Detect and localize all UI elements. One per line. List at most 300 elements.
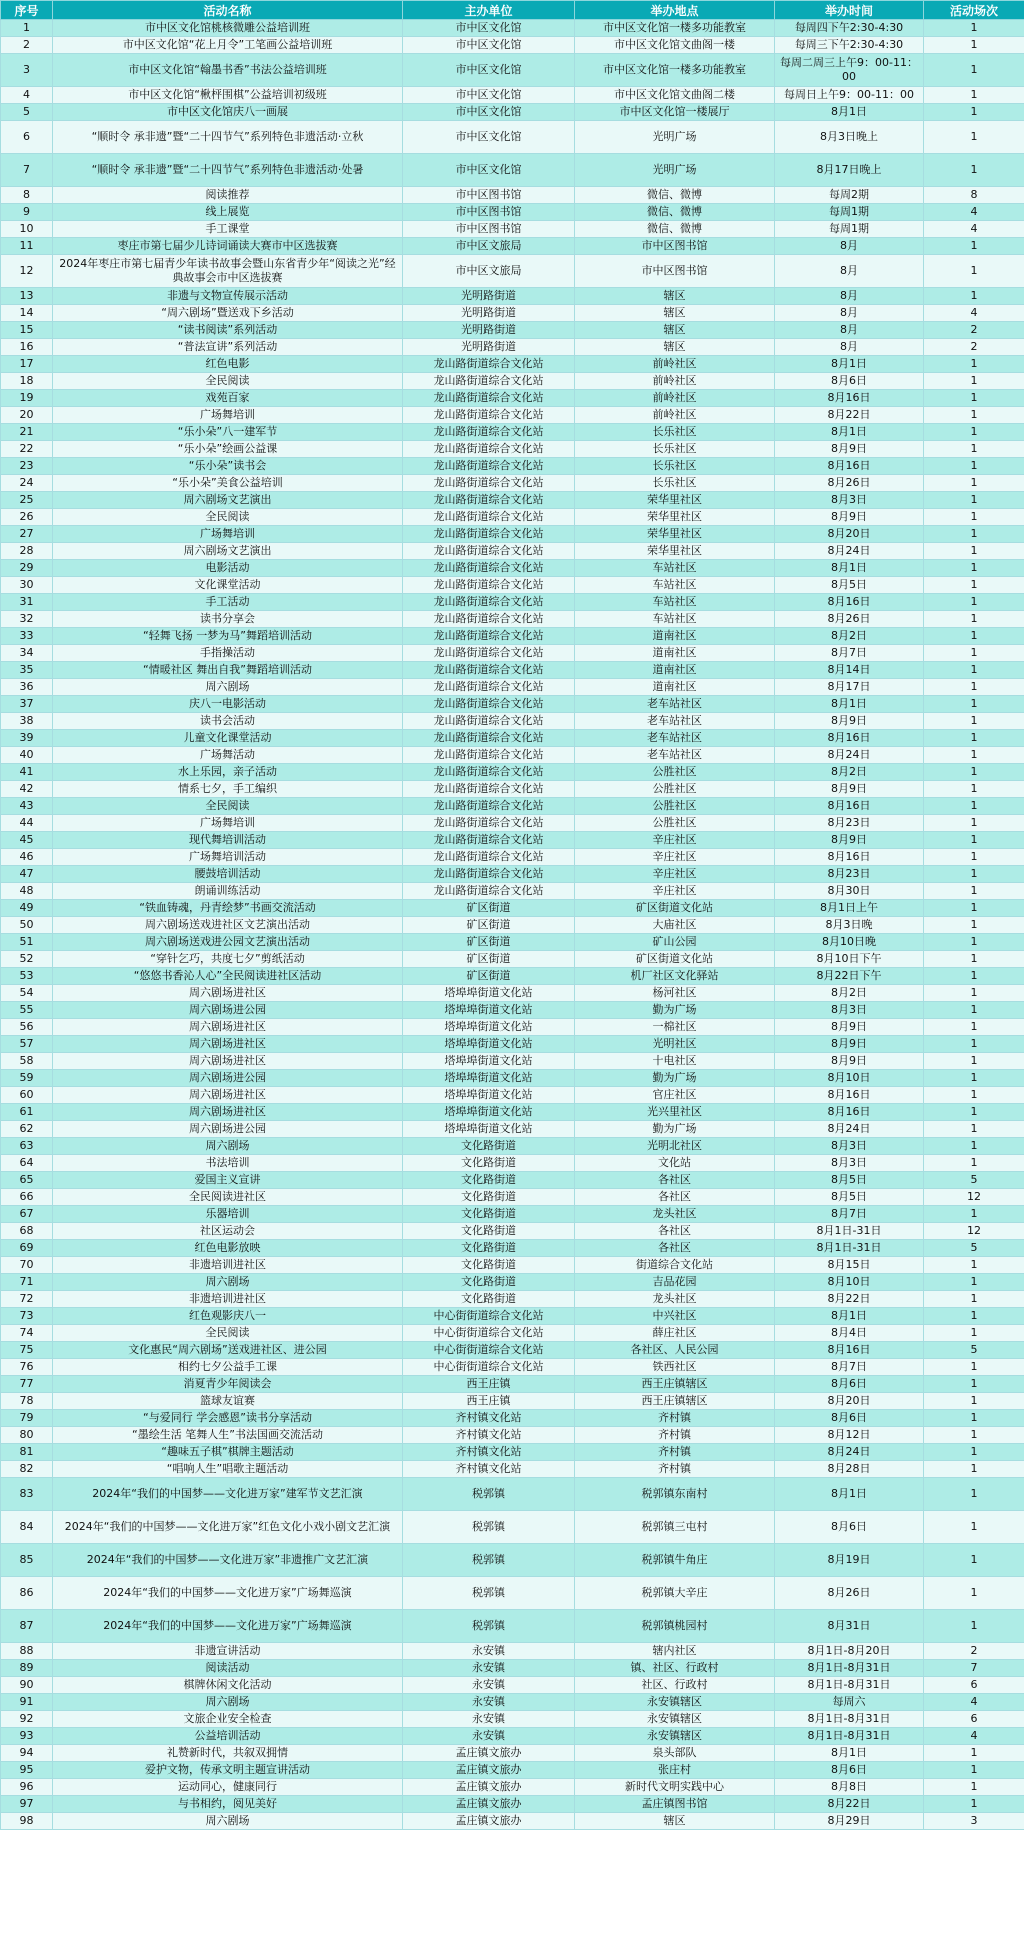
cell-index: 17 bbox=[1, 356, 53, 373]
cell-activity-name: 周六剧场 bbox=[53, 1274, 403, 1291]
cell-organizer: 龙山路街道综合文化站 bbox=[403, 560, 575, 577]
cell-organizer: 孟庄镇文旅办 bbox=[403, 1813, 575, 1830]
table-row bbox=[1, 441, 1024, 458]
header-time: 举办时间 bbox=[775, 1, 924, 20]
cell-sessions: 1 bbox=[924, 764, 1024, 781]
cell-activity-name: 情系七夕，手工编织 bbox=[53, 781, 403, 798]
cell-venue: 十电社区 bbox=[575, 1053, 775, 1070]
table-row bbox=[1, 1643, 1024, 1660]
cell-index: 56 bbox=[1, 1019, 53, 1036]
cell-index: 78 bbox=[1, 1393, 53, 1410]
cell-time: 8月3日 bbox=[775, 1002, 924, 1019]
cell-organizer: 龙山路街道综合文化站 bbox=[403, 373, 575, 390]
cell-venue: 永安镇辖区 bbox=[575, 1728, 775, 1745]
cell-sessions: 1 bbox=[924, 1796, 1024, 1813]
cell-sessions: 1 bbox=[924, 1036, 1024, 1053]
cell-activity-name: 广场舞培训 bbox=[53, 815, 403, 832]
cell-venue: 矿区街道文化站 bbox=[575, 900, 775, 917]
cell-venue: 文化站 bbox=[575, 1155, 775, 1172]
cell-activity-name: 周六剧场文艺演出 bbox=[53, 492, 403, 509]
cell-index: 58 bbox=[1, 1053, 53, 1070]
cell-time: 8月1日 bbox=[775, 1745, 924, 1762]
cell-venue: 车站社区 bbox=[575, 594, 775, 611]
cell-organizer: 文化路街道 bbox=[403, 1240, 575, 1257]
cell-index: 14 bbox=[1, 305, 53, 322]
cell-venue: 长乐社区 bbox=[575, 475, 775, 492]
cell-index: 86 bbox=[1, 1577, 53, 1610]
cell-organizer: 市中区文化馆 bbox=[403, 20, 575, 37]
cell-venue: 光明社区 bbox=[575, 1036, 775, 1053]
table-row bbox=[1, 1610, 1024, 1643]
cell-index: 77 bbox=[1, 1376, 53, 1393]
cell-sessions: 1 bbox=[924, 1138, 1024, 1155]
cell-venue: 光兴里社区 bbox=[575, 1104, 775, 1121]
cell-sessions: 6 bbox=[924, 1677, 1024, 1694]
table-row bbox=[1, 1779, 1024, 1796]
table-row bbox=[1, 1189, 1024, 1206]
table-row bbox=[1, 1478, 1024, 1511]
cell-sessions: 1 bbox=[924, 407, 1024, 424]
cell-venue: 微信、微博 bbox=[575, 187, 775, 204]
cell-index: 71 bbox=[1, 1274, 53, 1291]
cell-sessions: 1 bbox=[924, 1461, 1024, 1478]
cell-organizer: 孟庄镇文旅办 bbox=[403, 1779, 575, 1796]
table-row bbox=[1, 204, 1024, 221]
cell-time: 8月3日 bbox=[775, 1155, 924, 1172]
cell-activity-name: 朗诵训练活动 bbox=[53, 883, 403, 900]
cell-activity-name: 2024年“我们的中国梦——文化进万家”广场舞巡演 bbox=[53, 1610, 403, 1643]
cell-organizer: 龙山路街道综合文化站 bbox=[403, 577, 575, 594]
cell-index: 72 bbox=[1, 1291, 53, 1308]
cell-activity-name: 市中区文化馆庆八一画展 bbox=[53, 104, 403, 121]
cell-sessions: 1 bbox=[924, 713, 1024, 730]
cell-organizer: 龙山路街道综合文化站 bbox=[403, 543, 575, 560]
cell-venue: 街道综合文化站 bbox=[575, 1257, 775, 1274]
cell-time: 8月1日-8月20日 bbox=[775, 1643, 924, 1660]
cell-sessions: 1 bbox=[924, 1444, 1024, 1461]
table-row bbox=[1, 849, 1024, 866]
cell-organizer: 塔埠埠街道文化站 bbox=[403, 1053, 575, 1070]
cell-sessions: 3 bbox=[924, 1813, 1024, 1830]
cell-activity-name: 书法培训 bbox=[53, 1155, 403, 1172]
table-row bbox=[1, 390, 1024, 407]
cell-time: 8月1日-8月31日 bbox=[775, 1660, 924, 1677]
cell-venue: 税郭镇桃园村 bbox=[575, 1610, 775, 1643]
cell-venue: 市中区图书馆 bbox=[575, 238, 775, 255]
cell-sessions: 1 bbox=[924, 20, 1024, 37]
cell-time: 每周四下午2:30-4:30 bbox=[775, 20, 924, 37]
cell-time: 8月1日 bbox=[775, 356, 924, 373]
cell-sessions: 1 bbox=[924, 611, 1024, 628]
cell-index: 22 bbox=[1, 441, 53, 458]
cell-venue: 市中区图书馆 bbox=[575, 255, 775, 288]
cell-organizer: 文化路街道 bbox=[403, 1189, 575, 1206]
header-venue: 举办地点 bbox=[575, 1, 775, 20]
cell-index: 93 bbox=[1, 1728, 53, 1745]
cell-time: 8月24日 bbox=[775, 543, 924, 560]
cell-venue: 齐村镇 bbox=[575, 1410, 775, 1427]
cell-sessions: 1 bbox=[924, 1155, 1024, 1172]
table-row bbox=[1, 288, 1024, 305]
cell-sessions: 1 bbox=[924, 594, 1024, 611]
table-row bbox=[1, 87, 1024, 104]
cell-index: 80 bbox=[1, 1427, 53, 1444]
cell-time: 每周2期 bbox=[775, 187, 924, 204]
cell-sessions: 1 bbox=[924, 985, 1024, 1002]
cell-venue: 前岭社区 bbox=[575, 390, 775, 407]
cell-sessions: 1 bbox=[924, 1745, 1024, 1762]
cell-activity-name: 周六剧场送戏进社区文艺演出活动 bbox=[53, 917, 403, 934]
cell-activity-name: “唱响人生”唱歌主题活动 bbox=[53, 1461, 403, 1478]
cell-sessions: 1 bbox=[924, 645, 1024, 662]
table-row bbox=[1, 322, 1024, 339]
table-row bbox=[1, 662, 1024, 679]
cell-activity-name: “悠悠书香沁人心”全民阅读进社区活动 bbox=[53, 968, 403, 985]
table-row bbox=[1, 187, 1024, 204]
cell-organizer: 龙山路街道综合文化站 bbox=[403, 883, 575, 900]
cell-venue: 税郭镇三屯村 bbox=[575, 1511, 775, 1544]
cell-organizer: 孟庄镇文旅办 bbox=[403, 1762, 575, 1779]
cell-venue: 各社区 bbox=[575, 1172, 775, 1189]
table-row bbox=[1, 1393, 1024, 1410]
cell-activity-name: 枣庄市第七届少儿诗词诵读大赛市中区选拔赛 bbox=[53, 238, 403, 255]
table-row bbox=[1, 509, 1024, 526]
cell-sessions: 1 bbox=[924, 1478, 1024, 1511]
cell-activity-name: “顺时令 承非遗”暨“二十四节气”系列特色非遗活动·处暑 bbox=[53, 154, 403, 187]
cell-time: 8月9日 bbox=[775, 509, 924, 526]
table-row bbox=[1, 1544, 1024, 1577]
cell-activity-name: 2024年“我们的中国梦——文化进万家”红色文化小戏小剧文艺汇演 bbox=[53, 1511, 403, 1544]
cell-index: 11 bbox=[1, 238, 53, 255]
cell-time: 每周六 bbox=[775, 1694, 924, 1711]
cell-sessions: 1 bbox=[924, 87, 1024, 104]
cell-sessions: 1 bbox=[924, 1427, 1024, 1444]
cell-venue: 辖区 bbox=[575, 339, 775, 356]
cell-organizer: 永安镇 bbox=[403, 1660, 575, 1677]
cell-time: 8月9日 bbox=[775, 713, 924, 730]
cell-sessions: 2 bbox=[924, 1643, 1024, 1660]
cell-sessions: 1 bbox=[924, 255, 1024, 288]
cell-venue: 龙头社区 bbox=[575, 1206, 775, 1223]
table-row bbox=[1, 492, 1024, 509]
table-row bbox=[1, 1711, 1024, 1728]
cell-venue: 道南社区 bbox=[575, 679, 775, 696]
table-row bbox=[1, 1427, 1024, 1444]
table-row bbox=[1, 1444, 1024, 1461]
cell-organizer: 龙山路街道综合文化站 bbox=[403, 764, 575, 781]
cell-time: 8月 bbox=[775, 339, 924, 356]
cell-time: 8月1日-8月31日 bbox=[775, 1677, 924, 1694]
cell-index: 95 bbox=[1, 1762, 53, 1779]
cell-venue: 吉品花园 bbox=[575, 1274, 775, 1291]
table-row bbox=[1, 968, 1024, 985]
cell-activity-name: 全民阅读 bbox=[53, 798, 403, 815]
cell-index: 75 bbox=[1, 1342, 53, 1359]
cell-activity-name: 全民阅读 bbox=[53, 1325, 403, 1342]
table-row bbox=[1, 339, 1024, 356]
cell-index: 35 bbox=[1, 662, 53, 679]
cell-index: 47 bbox=[1, 866, 53, 883]
cell-venue: 大庙社区 bbox=[575, 917, 775, 934]
table-row bbox=[1, 407, 1024, 424]
cell-organizer: 矿区街道 bbox=[403, 951, 575, 968]
cell-activity-name: 市中区文化馆桃核微雕公益培训班 bbox=[53, 20, 403, 37]
cell-activity-name: 手指操活动 bbox=[53, 645, 403, 662]
cell-organizer: 龙山路街道综合文化站 bbox=[403, 424, 575, 441]
cell-venue: 辖区 bbox=[575, 322, 775, 339]
table-row bbox=[1, 1155, 1024, 1172]
cell-index: 31 bbox=[1, 594, 53, 611]
table-row bbox=[1, 1070, 1024, 1087]
cell-time: 8月7日 bbox=[775, 1206, 924, 1223]
cell-organizer: 文化路街道 bbox=[403, 1206, 575, 1223]
cell-time: 8月23日 bbox=[775, 866, 924, 883]
cell-sessions: 1 bbox=[924, 628, 1024, 645]
table-row bbox=[1, 1745, 1024, 1762]
cell-sessions: 2 bbox=[924, 322, 1024, 339]
cell-activity-name: “穿针乞巧，共度七夕”剪纸活动 bbox=[53, 951, 403, 968]
cell-organizer: 龙山路街道综合文化站 bbox=[403, 594, 575, 611]
cell-time: 8月10日下午 bbox=[775, 951, 924, 968]
cell-index: 66 bbox=[1, 1189, 53, 1206]
table-row bbox=[1, 373, 1024, 390]
cell-organizer: 龙山路街道综合文化站 bbox=[403, 713, 575, 730]
cell-organizer: 齐村镇文化站 bbox=[403, 1444, 575, 1461]
table-row bbox=[1, 628, 1024, 645]
cell-sessions: 1 bbox=[924, 373, 1024, 390]
cell-time: 8月22日 bbox=[775, 1291, 924, 1308]
cell-activity-name: 礼赞新时代，共叙双拥情 bbox=[53, 1745, 403, 1762]
cell-venue: 张庄村 bbox=[575, 1762, 775, 1779]
cell-activity-name: 爱国主义宣讲 bbox=[53, 1172, 403, 1189]
table-row bbox=[1, 305, 1024, 322]
cell-time: 8月1日-8月31日 bbox=[775, 1728, 924, 1745]
table-row bbox=[1, 475, 1024, 492]
cell-venue: 矿区街道文化站 bbox=[575, 951, 775, 968]
cell-organizer: 龙山路街道综合文化站 bbox=[403, 356, 575, 373]
cell-time: 8月10日 bbox=[775, 1274, 924, 1291]
table-row bbox=[1, 238, 1024, 255]
cell-venue: 各社区 bbox=[575, 1189, 775, 1206]
table-row bbox=[1, 815, 1024, 832]
cell-sessions: 1 bbox=[924, 696, 1024, 713]
table-row bbox=[1, 104, 1024, 121]
table-row bbox=[1, 1240, 1024, 1257]
table-row bbox=[1, 679, 1024, 696]
cell-activity-name: 2024年“我们的中国梦——文化进万家”建军节文艺汇演 bbox=[53, 1478, 403, 1511]
cell-time: 8月6日 bbox=[775, 1762, 924, 1779]
cell-index: 85 bbox=[1, 1544, 53, 1577]
table-row bbox=[1, 37, 1024, 54]
cell-sessions: 4 bbox=[924, 221, 1024, 238]
cell-venue: 市中区文化馆一楼多功能教室 bbox=[575, 54, 775, 87]
cell-activity-name: 篮球友谊赛 bbox=[53, 1393, 403, 1410]
cell-activity-name: 周六剧场进公园 bbox=[53, 1121, 403, 1138]
cell-activity-name: 非遗培训进社区 bbox=[53, 1257, 403, 1274]
cell-organizer: 龙山路街道综合文化站 bbox=[403, 611, 575, 628]
cell-activity-name: 手工课堂 bbox=[53, 221, 403, 238]
cell-organizer: 塔埠埠街道文化站 bbox=[403, 985, 575, 1002]
cell-organizer: 龙山路街道综合文化站 bbox=[403, 458, 575, 475]
cell-index: 12 bbox=[1, 255, 53, 288]
cell-sessions: 1 bbox=[924, 238, 1024, 255]
cell-activity-name: 周六剧场 bbox=[53, 1813, 403, 1830]
cell-venue: 税郭镇东南村 bbox=[575, 1478, 775, 1511]
cell-sessions: 1 bbox=[924, 104, 1024, 121]
cell-organizer: 矿区街道 bbox=[403, 934, 575, 951]
cell-index: 45 bbox=[1, 832, 53, 849]
table-row bbox=[1, 1121, 1024, 1138]
cell-activity-name: 广场舞培训 bbox=[53, 407, 403, 424]
cell-index: 73 bbox=[1, 1308, 53, 1325]
cell-organizer: 市中区文旅局 bbox=[403, 238, 575, 255]
cell-sessions: 1 bbox=[924, 1053, 1024, 1070]
cell-venue: 杨河社区 bbox=[575, 985, 775, 1002]
cell-time: 8月16日 bbox=[775, 798, 924, 815]
table-row bbox=[1, 866, 1024, 883]
table-row bbox=[1, 934, 1024, 951]
cell-sessions: 1 bbox=[924, 441, 1024, 458]
cell-venue: 道南社区 bbox=[575, 628, 775, 645]
cell-time: 8月10日晚 bbox=[775, 934, 924, 951]
cell-activity-name: 文化惠民“周六剧场”送戏进社区、进公园 bbox=[53, 1342, 403, 1359]
cell-venue: 机厂社区文化驿站 bbox=[575, 968, 775, 985]
cell-sessions: 1 bbox=[924, 509, 1024, 526]
cell-index: 20 bbox=[1, 407, 53, 424]
cell-organizer: 矿区街道 bbox=[403, 917, 575, 934]
cell-activity-name: 消夏青少年阅读会 bbox=[53, 1376, 403, 1393]
cell-time: 8月29日 bbox=[775, 1813, 924, 1830]
cell-index: 55 bbox=[1, 1002, 53, 1019]
cell-index: 96 bbox=[1, 1779, 53, 1796]
cell-sessions: 1 bbox=[924, 1325, 1024, 1342]
cell-sessions: 1 bbox=[924, 356, 1024, 373]
cell-sessions: 1 bbox=[924, 730, 1024, 747]
header-sessions: 活动场次 bbox=[924, 1, 1024, 20]
cell-sessions: 12 bbox=[924, 1223, 1024, 1240]
cell-sessions: 1 bbox=[924, 1410, 1024, 1427]
cell-sessions: 1 bbox=[924, 1544, 1024, 1577]
cell-activity-name: “周六剧场”暨送戏下乡活动 bbox=[53, 305, 403, 322]
cell-venue: 公胜社区 bbox=[575, 815, 775, 832]
table-row bbox=[1, 1087, 1024, 1104]
cell-organizer: 文化路街道 bbox=[403, 1223, 575, 1240]
cell-time: 8月24日 bbox=[775, 1121, 924, 1138]
table-row bbox=[1, 1660, 1024, 1677]
cell-time: 每周1期 bbox=[775, 221, 924, 238]
cell-venue: 辛庄社区 bbox=[575, 849, 775, 866]
cell-activity-name: 周六剧场进公园 bbox=[53, 1002, 403, 1019]
table-row bbox=[1, 1677, 1024, 1694]
cell-activity-name: 周六剧场文艺演出 bbox=[53, 543, 403, 560]
cell-venue: 各社区 bbox=[575, 1240, 775, 1257]
cell-index: 62 bbox=[1, 1121, 53, 1138]
cell-organizer: 龙山路街道综合文化站 bbox=[403, 866, 575, 883]
cell-activity-name: “铁血铸魂，丹青绘梦”书画交流活动 bbox=[53, 900, 403, 917]
cell-time: 8月1日 bbox=[775, 696, 924, 713]
cell-activity-name: 广场舞培训 bbox=[53, 526, 403, 543]
cell-sessions: 1 bbox=[924, 1019, 1024, 1036]
cell-organizer: 市中区文化馆 bbox=[403, 54, 575, 87]
table-row bbox=[1, 1104, 1024, 1121]
cell-activity-name: 红色电影放映 bbox=[53, 1240, 403, 1257]
cell-time: 8月20日 bbox=[775, 526, 924, 543]
table-row bbox=[1, 1762, 1024, 1779]
cell-index: 44 bbox=[1, 815, 53, 832]
cell-venue: 勤为广场 bbox=[575, 1070, 775, 1087]
cell-index: 79 bbox=[1, 1410, 53, 1427]
cell-time: 8月2日 bbox=[775, 985, 924, 1002]
cell-sessions: 1 bbox=[924, 543, 1024, 560]
cell-venue: 龙头社区 bbox=[575, 1291, 775, 1308]
cell-activity-name: 腰鼓培训活动 bbox=[53, 866, 403, 883]
cell-venue: 官庄社区 bbox=[575, 1087, 775, 1104]
cell-time: 8月26日 bbox=[775, 475, 924, 492]
cell-sessions: 5 bbox=[924, 1342, 1024, 1359]
cell-index: 36 bbox=[1, 679, 53, 696]
table-row bbox=[1, 951, 1024, 968]
table-row bbox=[1, 764, 1024, 781]
cell-venue: 光明广场 bbox=[575, 154, 775, 187]
cell-organizer: 龙山路街道综合文化站 bbox=[403, 747, 575, 764]
table-row bbox=[1, 1036, 1024, 1053]
cell-organizer: 龙山路街道综合文化站 bbox=[403, 849, 575, 866]
cell-sessions: 1 bbox=[924, 1104, 1024, 1121]
cell-time: 8月3日 bbox=[775, 1138, 924, 1155]
cell-venue: 车站社区 bbox=[575, 611, 775, 628]
cell-time: 8月3日 bbox=[775, 492, 924, 509]
table-row bbox=[1, 1172, 1024, 1189]
cell-activity-name: “读书阅读”系列活动 bbox=[53, 322, 403, 339]
table-row bbox=[1, 1728, 1024, 1745]
cell-time: 8月17日晚上 bbox=[775, 154, 924, 187]
cell-venue: 老车站社区 bbox=[575, 747, 775, 764]
cell-activity-name: 非遗培训进社区 bbox=[53, 1291, 403, 1308]
cell-time: 8月 bbox=[775, 255, 924, 288]
cell-index: 24 bbox=[1, 475, 53, 492]
cell-activity-name: 市中区文化馆“翰墨书香”书法公益培训班 bbox=[53, 54, 403, 87]
cell-index: 27 bbox=[1, 526, 53, 543]
cell-activity-name: 手工活动 bbox=[53, 594, 403, 611]
cell-venue: 前岭社区 bbox=[575, 356, 775, 373]
cell-activity-name: 阅读活动 bbox=[53, 1660, 403, 1677]
table-row bbox=[1, 832, 1024, 849]
cell-venue: 辛庄社区 bbox=[575, 866, 775, 883]
cell-activity-name: 运动同心，健康同行 bbox=[53, 1779, 403, 1796]
cell-sessions: 4 bbox=[924, 1694, 1024, 1711]
table-row bbox=[1, 1694, 1024, 1711]
cell-index: 13 bbox=[1, 288, 53, 305]
cell-activity-name: 公益培训活动 bbox=[53, 1728, 403, 1745]
cell-index: 60 bbox=[1, 1087, 53, 1104]
cell-sessions: 1 bbox=[924, 154, 1024, 187]
cell-organizer: 龙山路街道综合文化站 bbox=[403, 390, 575, 407]
cell-time: 8月16日 bbox=[775, 1342, 924, 1359]
cell-venue: 齐村镇 bbox=[575, 1444, 775, 1461]
cell-venue: 镇、社区、行政村 bbox=[575, 1660, 775, 1677]
cell-activity-name: 全民阅读 bbox=[53, 373, 403, 390]
cell-time: 8月10日 bbox=[775, 1070, 924, 1087]
cell-time: 8月1日-31日 bbox=[775, 1223, 924, 1240]
cell-time: 8月5日 bbox=[775, 1172, 924, 1189]
table-row bbox=[1, 1223, 1024, 1240]
cell-index: 50 bbox=[1, 917, 53, 934]
cell-organizer: 中心街街道综合文化站 bbox=[403, 1359, 575, 1376]
cell-index: 42 bbox=[1, 781, 53, 798]
cell-venue: 道南社区 bbox=[575, 662, 775, 679]
cell-venue: 市中区文化馆一楼展厅 bbox=[575, 104, 775, 121]
cell-sessions: 1 bbox=[924, 866, 1024, 883]
